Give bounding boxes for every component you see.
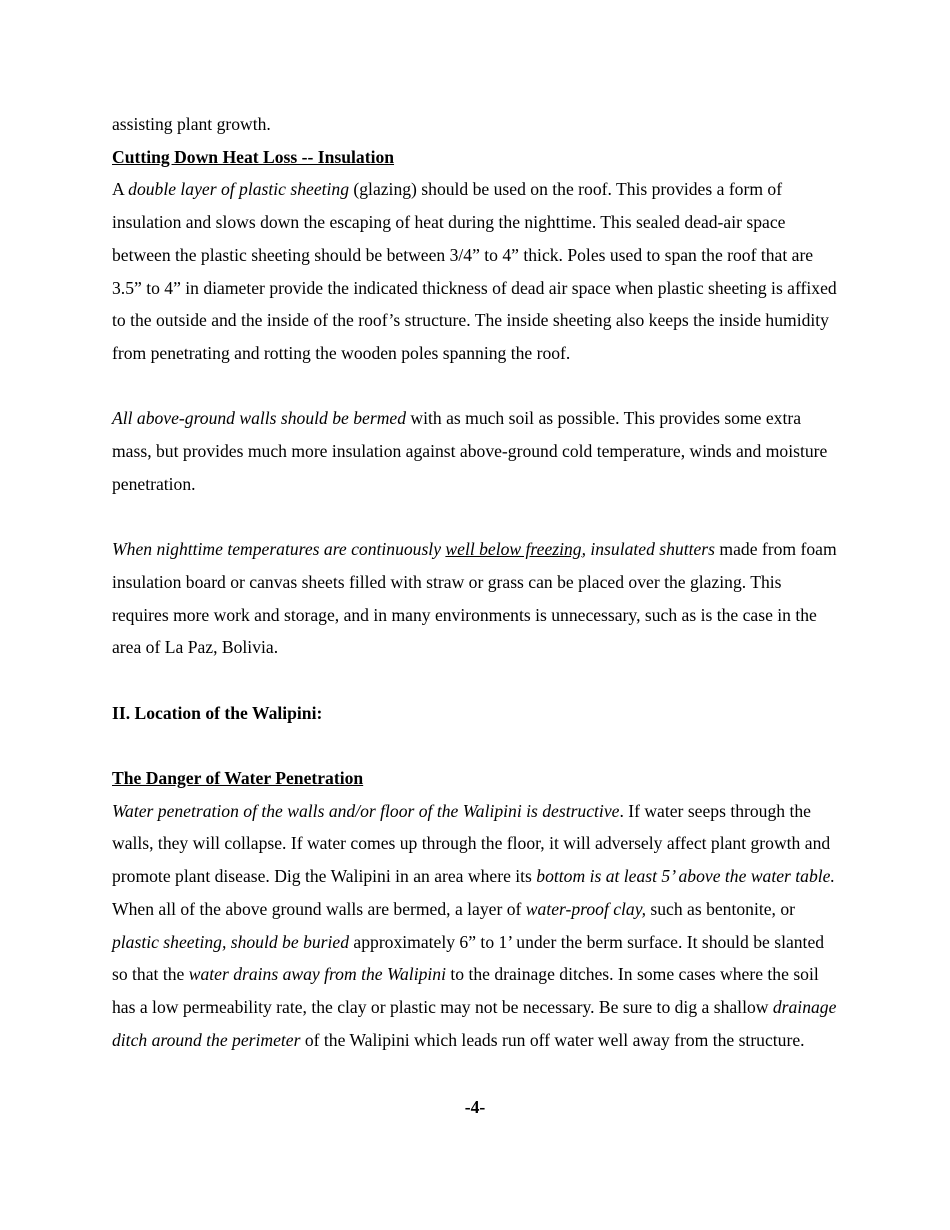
text-run: approximately 6” to 1’ under the berm surface. It should be slanted so that the	[112, 931, 825, 985]
text-run: bottom is at least 5’ above the water table.	[536, 866, 835, 887]
text-run: All above-ground walls should be bermed	[112, 408, 407, 429]
water-penetration-paragraph	[112, 795, 838, 1057]
text-run: double layer of plastic sheeting	[128, 179, 349, 200]
text-run: of the Walipini which leads run off water well away from the structure.	[300, 1029, 805, 1050]
text-run: , insulated shutters	[581, 539, 716, 560]
text-run: with as much soil as possible. This provides some extra mass, but provides much more insulation against above-ground cold temperature, winds and moisture penetration.	[112, 408, 828, 494]
text-run: When all of the above ground walls are bermed, a layer of	[112, 898, 526, 919]
document-page	[112, 108, 838, 1056]
insulation-heading: Cutting Down Heat Loss -- Insulation	[112, 146, 395, 167]
text-run: When nighttime temperatures are continuously	[112, 539, 446, 560]
text-run: . If water seeps through the walls, they will collapse. If water comes up through the floor, it will adversely affect plant growth and promote plant disease. Dig the Walipini in an area where its	[112, 800, 831, 887]
text-run: water-proof clay,	[525, 898, 646, 919]
text-run: made from foam insulation board or canvas sheets filled with straw or grass can be placed over the glazing. This requires more work and storage, and in many environments is unnecessary, such as is the case in the area of La Paz, Bolivia.	[112, 539, 837, 658]
water-penetration-heading: The Danger of Water Penetration	[112, 768, 364, 788]
text-run: (glazing) should be used on the roof. This provides a form of insulation and slows down the escaping of heat during the nighttime. This sealed dead-air space between the plastic sheeting should be between 3/4” to 4” thick. Poles used to span the roof that are 3.5” to 4” in diameter provide the indicated thickness of dead air space when plastic sheeting is affixed to the outside and the inside of the roof’s structure. The inside sheeting also keeps the inside humidity from penetrating and rotting the wooden poles spanning the roof.	[112, 179, 837, 363]
page-number: -4-	[464, 1097, 486, 1117]
text-run: plastic sheeting, should be buried	[112, 931, 350, 952]
text-run: to the drainage ditches. In some cases where the soil has a low permeability rate, the clay or plastic may not be necessary. Be sure to dig a shallow	[112, 964, 819, 1017]
insulation-paragraph-3	[112, 533, 838, 664]
text-run: Water penetration of the walls and/or floor of the Walipini is destructive	[112, 800, 620, 821]
insulation-paragraph-2	[112, 402, 838, 500]
text-run: such as bentonite, or	[645, 898, 795, 919]
insulation-paragraph-1	[112, 173, 838, 369]
intro-tail-text: assisting plant growth.	[112, 114, 271, 134]
text-run: drainage ditch around the perimeter	[112, 996, 837, 1050]
text-run: A	[112, 179, 129, 200]
location-heading: II. Location of the Walipini:	[112, 702, 323, 723]
text-run: well below freezing	[445, 539, 582, 560]
text-run: water drains away from the Walipini	[188, 964, 446, 985]
